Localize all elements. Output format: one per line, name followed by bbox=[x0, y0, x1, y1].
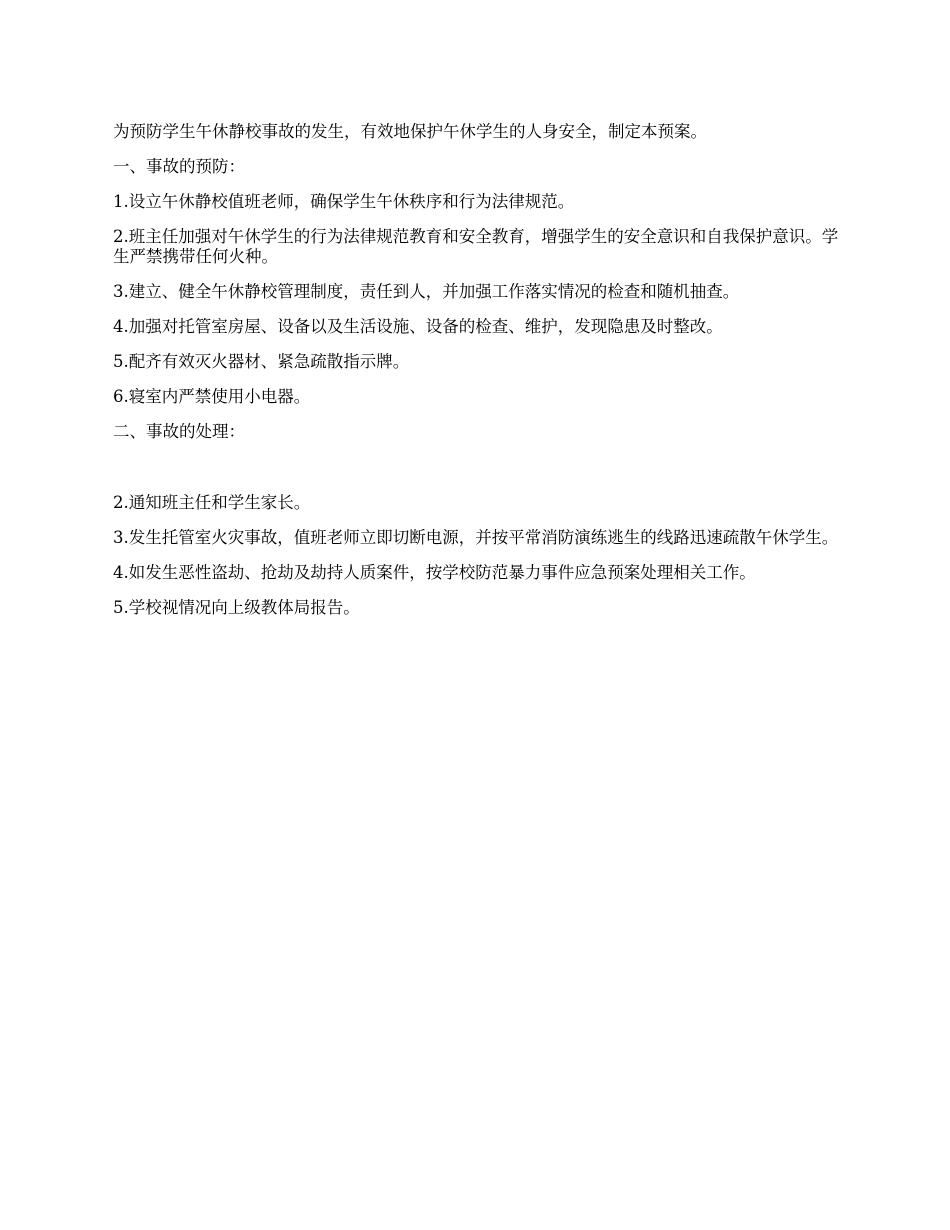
section-1-item-6: 6.寝室内严禁使用小电器。 bbox=[113, 387, 311, 406]
section-1-item-2: 2.班主任加强对午休学生的行为法律规范教育和安全教育，增强学生的安全意识和自我保护意识。学生严禁携带任何火种。 bbox=[113, 227, 839, 266]
intro-paragraph: 为预防学生午休静校事故的发生，有效地保护午休学生的人身安全，制定本预案。 bbox=[113, 122, 707, 141]
section-1-item-5: 5.配齐有效灭火器材、紧急疏散指示牌。 bbox=[113, 352, 410, 371]
document-body bbox=[113, 122, 841, 633]
section-2-item-4: 4.如发生恶性盗劫、抢劫及劫持人质案件，按学校防范暴力事件应急预案处理相关工作。 bbox=[113, 563, 756, 582]
blank-gap bbox=[113, 457, 841, 493]
section-2-item-5: 5.学校视情况向上级教体局报告。 bbox=[113, 598, 360, 617]
section-2-item-3: 3.发生托管室火灾事故，值班老师立即切断电源，并按平常消防演练逃生的线路迅速疏散午休学生。 bbox=[113, 528, 839, 547]
section-2-heading: 二、事故的处理： bbox=[113, 422, 245, 441]
section-2-item-2: 2.通知班主任和学生家长。 bbox=[113, 493, 311, 512]
section-1-item-4: 4.加强对托管室房屋、设备以及生活设施、设备的检查、维护，发现隐患及时整改。 bbox=[113, 317, 723, 336]
section-1-heading: 一、事故的预防： bbox=[113, 157, 245, 176]
section-1-item-1: 1.设立午休静校值班老师，确保学生午休秩序和行为法律规范。 bbox=[113, 192, 575, 211]
section-1-item-3: 3.建立、健全午休静校管理制度，责任到人，并加强工作落实情况的检查和随机抽查。 bbox=[113, 282, 740, 301]
